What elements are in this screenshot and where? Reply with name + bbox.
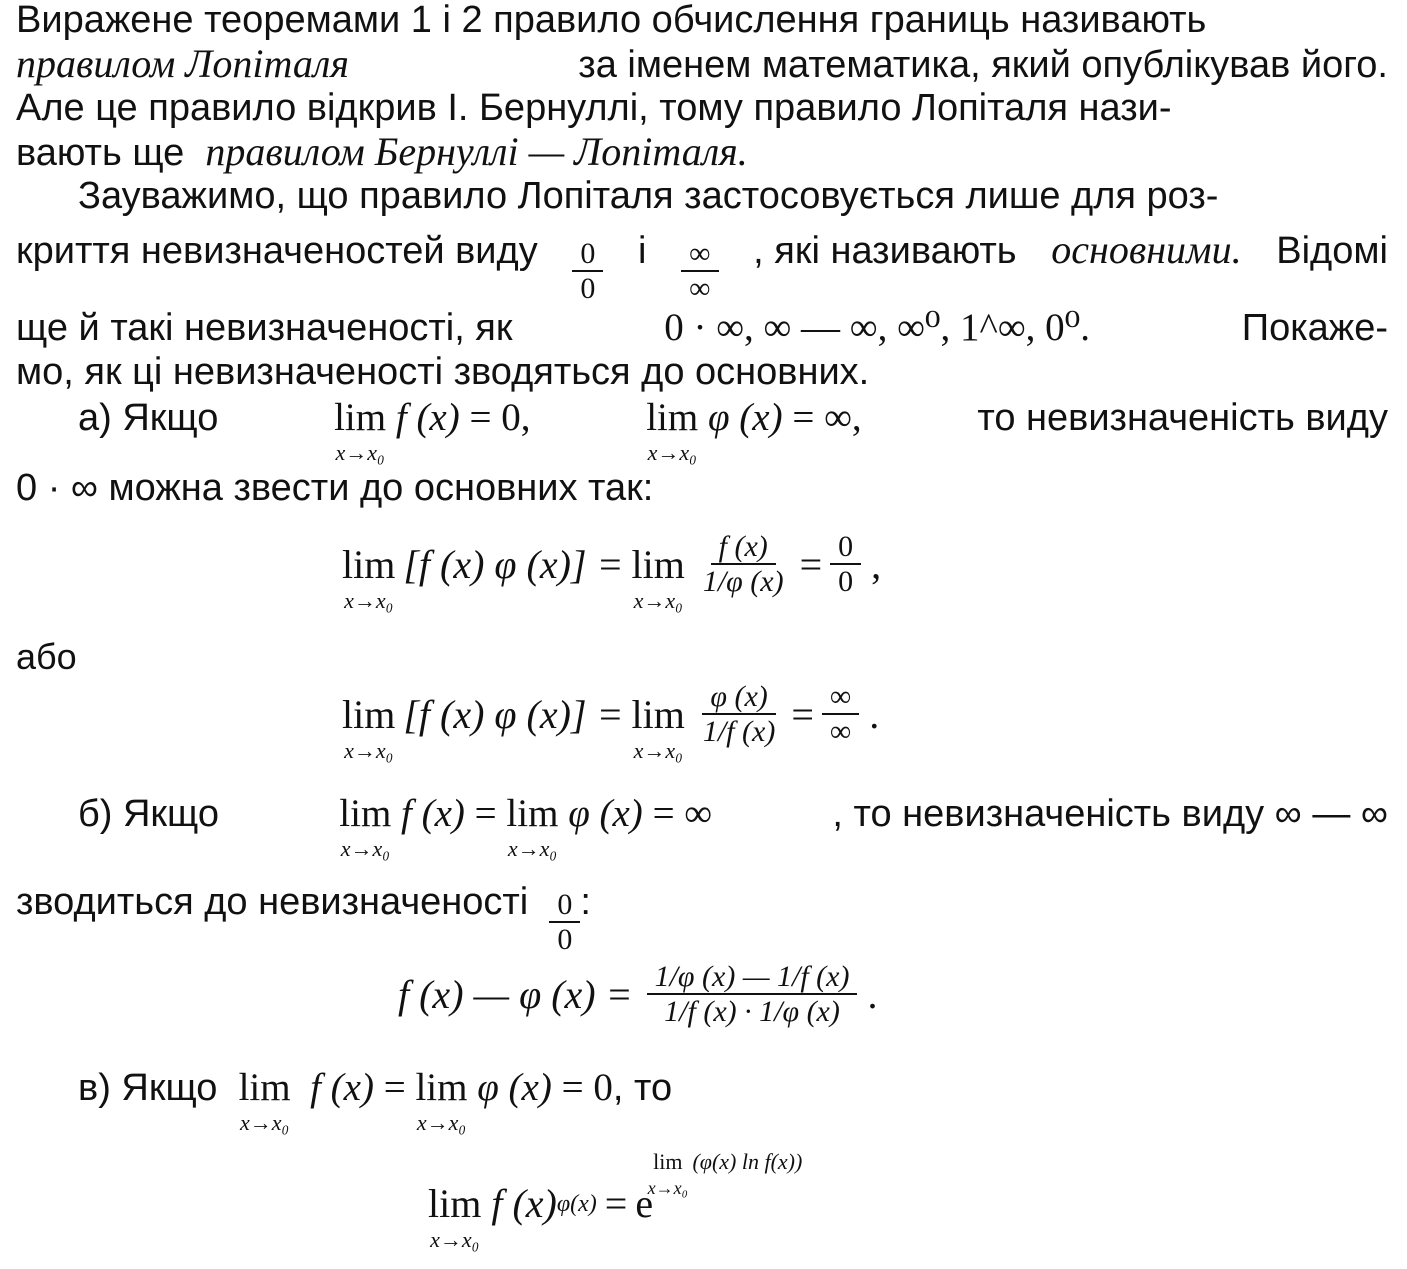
- text: мо, як ці невизначеності зводяться до основних.: [16, 351, 870, 393]
- text: а) Якщо: [78, 397, 219, 439]
- text: б) Якщо: [78, 793, 220, 835]
- case-b-line-2: зводиться до невизначеності $\frac{0}{0}$ :: [16, 881, 591, 956]
- p2-line-2: [16, 228, 1388, 305]
- text: Але це правило відкрив І. Бернуллі, тому правило Лопіталя нази-: [16, 87, 1172, 129]
- limit-f-equals-limit-phi-zero: lim x→x₀ f (x) = lim x→x₀ φ (x) = 0: [238, 1066, 613, 1135]
- text: в) Якщо: [78, 1067, 218, 1109]
- formula-inf-over-inf: lim x→x₀ [f (x) φ (x)] = lim x→x₀ $\frac{\varphi (x)}{1/f (x)}$ = $\frac{\infty}{\infty}$ .: [342, 680, 880, 763]
- uncertainty-list: 0 · ∞, ∞ — ∞, ∞⁰, 1^∞, 0⁰.: [664, 306, 1091, 349]
- term-basic: основними.: [1051, 227, 1242, 272]
- text: то невизначеність виду: [977, 397, 1388, 439]
- case-a-line-1: [16, 396, 1388, 465]
- p1-line-2: [16, 42, 1388, 87]
- fraction-zero-over-zero: $\frac{0}{0}$: [549, 888, 580, 956]
- text: Покаже-: [1241, 307, 1388, 349]
- text-or: або: [16, 636, 77, 677]
- text: , то невизначеність виду ∞ — ∞: [832, 793, 1388, 835]
- text: зводиться до невизначеності: [16, 881, 529, 923]
- term-bernoulli-lhopital: правилом Бернуллі — Лопіталя.: [205, 129, 748, 174]
- p2-line-4: [16, 350, 1388, 394]
- text: ще й такі невизначеності, як: [16, 307, 513, 349]
- p1-line-1: [16, 0, 1388, 42]
- case-a-line-2: [16, 466, 1388, 510]
- case-b-line-1: [16, 792, 1388, 861]
- p2-line-3: [16, 306, 1388, 350]
- fraction-inf-over-inf: $\frac{\infty}{\infty}$: [681, 237, 718, 305]
- text: Виражене теоремами 1 і 2 правило обчислення границь називають: [16, 0, 1207, 41]
- text: криття невизначеностей виду: [16, 230, 538, 272]
- text: вають ще: [16, 132, 185, 174]
- p1-line-4: [16, 130, 1388, 175]
- limit-f-zero: lim x→x₀ f (x) = 0,: [334, 396, 531, 465]
- limit-f-equals-limit-phi: lim x→x₀ f (x) = lim x→x₀ φ (x) = ∞: [339, 792, 713, 861]
- text: 0 · ∞ можна звести до основних так:: [16, 467, 654, 509]
- formula-zero-over-zero: lim x→x₀ [f (x) φ (x)] = lim x→x₀ $\frac{f (x)}{1/\varphi (x)}$ = $\frac{0}{0}$ ,: [342, 530, 882, 613]
- text: і: [638, 230, 647, 272]
- term-lhopital-rule: правилом Лопіталя: [16, 41, 349, 86]
- p2-line-1: [16, 174, 1388, 218]
- case-c-line-1: [16, 1066, 1388, 1135]
- fraction-zero-over-zero: $\frac{0}{0}$: [572, 237, 603, 305]
- text: , то: [612, 1067, 673, 1109]
- text: , які називають: [753, 230, 1017, 272]
- text: Відомі: [1276, 230, 1388, 272]
- p1-line-3: [16, 86, 1388, 130]
- formula-difference: f (x) — φ (x) = $\frac{1/\varphi (x) — 1/f (x)}{1/f (x) \cdot 1/\varphi (x)}$ .: [398, 960, 878, 1028]
- text: Зауважимо, що правило Лопіталя застосовується лише для роз-: [78, 175, 1219, 217]
- limit-phi-infinity: lim x→x₀ φ (x) = ∞,: [646, 396, 862, 465]
- text: за іменем математика, який опублікував його.: [578, 44, 1388, 86]
- formula-power-limit: lim x→x₀ f (x) φ(x) = e lim x→x₀ (φ(x) ln f(x)): [428, 1148, 803, 1252]
